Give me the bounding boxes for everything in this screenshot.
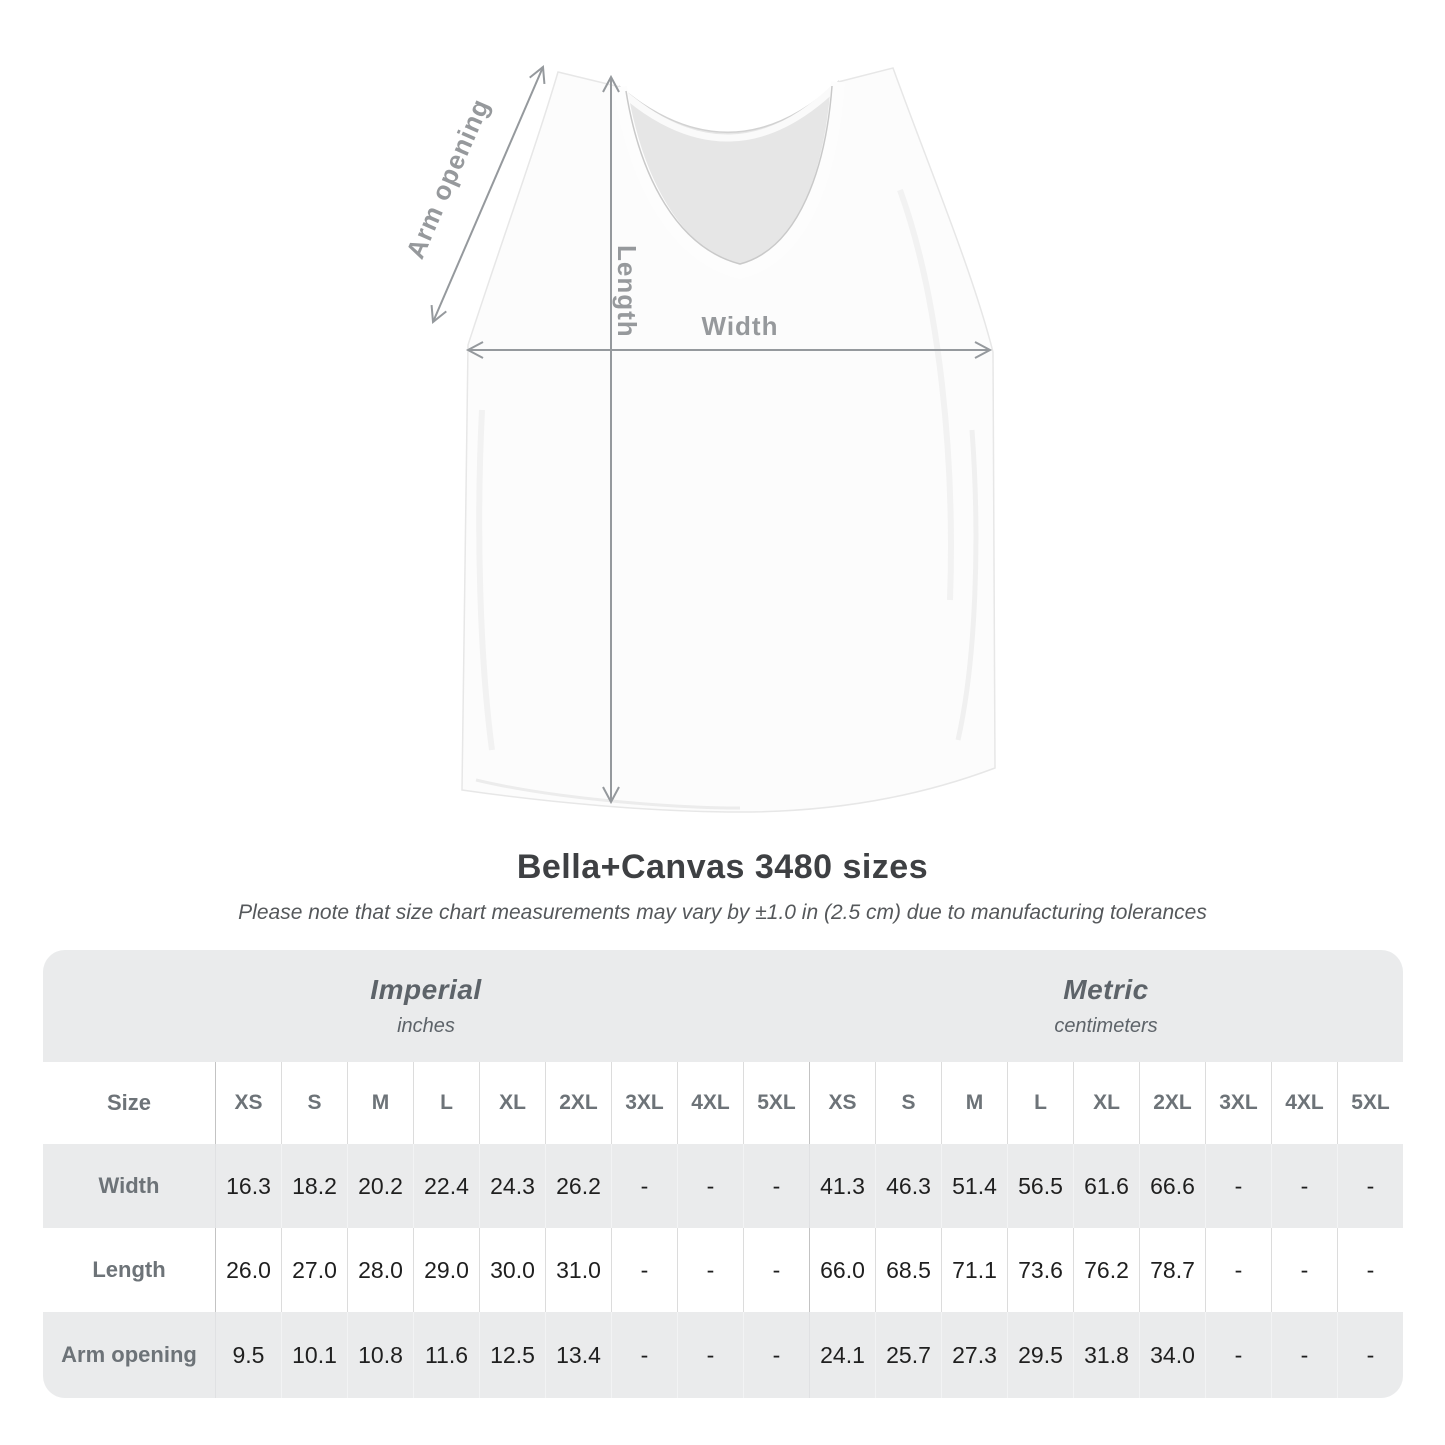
- tank-top-size-diagram: [380, 30, 1060, 840]
- size-col-header: 5XL: [1337, 1062, 1403, 1144]
- value-cell: -: [1337, 1144, 1403, 1228]
- value-cell: -: [611, 1312, 677, 1398]
- size-col-header: 3XL: [611, 1062, 677, 1144]
- size-row-header: Size: [106, 1090, 152, 1115]
- value-cell: -: [743, 1144, 809, 1228]
- size-col-header: L: [413, 1062, 479, 1144]
- tank-top-graphic: [462, 68, 995, 812]
- value-cell: 29.0: [413, 1228, 479, 1312]
- size-col-header: XS: [809, 1062, 875, 1144]
- value-cell: 68.5: [875, 1228, 941, 1312]
- value-cell: 34.0: [1139, 1312, 1205, 1398]
- value-cell: 29.5: [1007, 1312, 1073, 1398]
- size-col-header: 5XL: [743, 1062, 809, 1144]
- metric-group-header: [809, 950, 1403, 1062]
- value-cell: 66.6: [1139, 1144, 1205, 1228]
- value-cell: 24.3: [479, 1144, 545, 1228]
- imperial-group-header: [43, 950, 809, 1062]
- value-cell: 71.1: [941, 1228, 1007, 1312]
- value-cell: 56.5: [1007, 1144, 1073, 1228]
- row-label: Length: [92, 1257, 166, 1282]
- arm-opening-label: Arm opening: [399, 93, 496, 263]
- value-cell: 10.8: [347, 1312, 413, 1398]
- value-cell: 27.0: [281, 1228, 347, 1312]
- value-cell: -: [677, 1228, 743, 1312]
- value-cell: 31.0: [545, 1228, 611, 1312]
- value-cell: -: [743, 1312, 809, 1398]
- value-cell: 78.7: [1139, 1228, 1205, 1312]
- value-cell: 18.2: [281, 1144, 347, 1228]
- value-cell: -: [743, 1228, 809, 1312]
- value-cell: 61.6: [1073, 1144, 1139, 1228]
- size-chart-table: [43, 950, 1403, 1398]
- value-cell: 16.3: [215, 1144, 281, 1228]
- value-cell: -: [1271, 1228, 1337, 1312]
- value-cell: 12.5: [479, 1312, 545, 1398]
- value-cell: -: [677, 1312, 743, 1398]
- value-cell: -: [1337, 1228, 1403, 1312]
- value-cell: -: [611, 1144, 677, 1228]
- value-cell: -: [1271, 1312, 1337, 1398]
- value-cell: 25.7: [875, 1312, 941, 1398]
- value-cell: 13.4: [545, 1312, 611, 1398]
- row-label: Width: [43, 1144, 215, 1228]
- tolerance-note: Please note that size chart measurements may vary by ±1.0 in (2.5 cm) due to manufacturing tolerances: [238, 901, 1207, 924]
- value-cell: 31.8: [1073, 1312, 1139, 1398]
- size-col-header: 2XL: [1139, 1062, 1205, 1144]
- size-col-header: S: [281, 1062, 347, 1144]
- value-cell: 51.4: [941, 1144, 1007, 1228]
- value-cell: -: [1205, 1144, 1271, 1228]
- value-cell: 24.1: [809, 1312, 875, 1398]
- value-cell: 46.3: [875, 1144, 941, 1228]
- size-col-header: XS: [215, 1062, 281, 1144]
- metric-title: Metric: [1063, 974, 1149, 1005]
- value-cell: -: [1205, 1228, 1271, 1312]
- size-col-header: 4XL: [1271, 1062, 1337, 1144]
- value-cell: 26.0: [215, 1228, 281, 1312]
- size-col-header: M: [941, 1062, 1007, 1144]
- value-cell: 10.1: [281, 1312, 347, 1398]
- size-col-header: M: [347, 1062, 413, 1144]
- metric-unit: centimeters: [1054, 1015, 1158, 1037]
- value-cell: 27.3: [941, 1312, 1007, 1398]
- value-cell: 41.3: [809, 1144, 875, 1228]
- size-col-header: 3XL: [1205, 1062, 1271, 1144]
- value-cell: 30.0: [479, 1228, 545, 1312]
- value-cell: 11.6: [413, 1312, 479, 1398]
- size-col-header: 2XL: [545, 1062, 611, 1144]
- length-label: Length: [612, 245, 642, 338]
- value-cell: 9.5: [215, 1312, 281, 1398]
- size-col-header: L: [1007, 1062, 1073, 1144]
- size-col-header: XL: [479, 1062, 545, 1144]
- value-cell: 66.0: [809, 1228, 875, 1312]
- size-col-header: 4XL: [677, 1062, 743, 1144]
- value-cell: 73.6: [1007, 1228, 1073, 1312]
- value-cell: 20.2: [347, 1144, 413, 1228]
- row-label: Arm opening: [43, 1312, 215, 1398]
- value-cell: -: [1205, 1312, 1271, 1398]
- value-cell: 22.4: [413, 1144, 479, 1228]
- value-cell: 76.2: [1073, 1228, 1139, 1312]
- value-cell: 28.0: [347, 1228, 413, 1312]
- value-cell: -: [1271, 1144, 1337, 1228]
- page-title: Bella+Canvas 3480 sizes: [516, 848, 929, 886]
- width-label: Width: [701, 311, 779, 341]
- value-cell: -: [611, 1228, 677, 1312]
- value-cell: 26.2: [545, 1144, 611, 1228]
- size-col-header: S: [875, 1062, 941, 1144]
- size-col-header: XL: [1073, 1062, 1139, 1144]
- imperial-title: Imperial: [370, 974, 482, 1005]
- value-cell: -: [677, 1144, 743, 1228]
- imperial-unit: inches: [397, 1015, 455, 1037]
- value-cell: -: [1337, 1312, 1403, 1398]
